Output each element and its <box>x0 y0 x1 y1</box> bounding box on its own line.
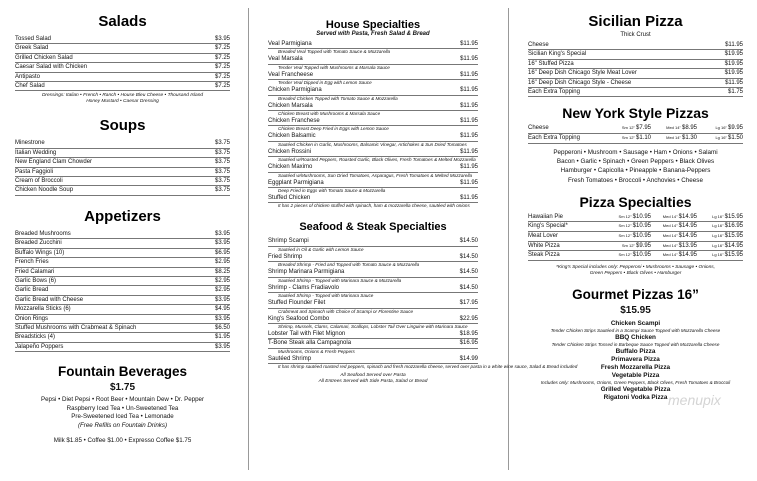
menu-item <box>268 71 478 80</box>
item-name: Stuffed Flounder Filet <box>268 300 326 307</box>
item-name: Eggplant Parmigiana <box>268 179 324 186</box>
item-price: $3.75 <box>214 159 230 166</box>
soups-heading: Soups <box>99 117 146 135</box>
watermark-logo: menupix <box>668 392 721 408</box>
item-name: Chef Salad <box>15 83 45 90</box>
pizza-row <box>528 222 743 232</box>
item-price: $3.95 <box>214 240 230 247</box>
size-label: Lg 16" <box>715 125 728 131</box>
item-price: $3.75 <box>214 187 230 194</box>
item-name: Breaded Mushrooms <box>15 230 71 237</box>
gourmet-item-name: Rigatoni Vodka Pizza <box>603 393 668 401</box>
item-description: It has shrimp sautéed roasted red peppers, spinach and fresh mozzarella cheese, served over pasta in a white wine sauce, Salad & Bread included <box>278 364 578 370</box>
item-description: Sautéed Shrimp - Topped with Marinara Sauce <box>278 293 374 299</box>
price-sm <box>605 134 651 143</box>
item-price: $1.75 <box>727 89 743 96</box>
item-name: Mozzarella Sticks (6) <box>15 306 71 313</box>
item-price: $11.95 <box>460 195 478 202</box>
item-price: $17.95 <box>459 300 478 307</box>
pizza-row <box>528 251 743 261</box>
price-lg <box>697 134 743 143</box>
menu-item <box>528 60 743 69</box>
specialties-list <box>528 213 743 261</box>
price-md <box>651 232 697 241</box>
menu-item <box>268 102 478 111</box>
item-description: Shrimp, Mussels, Clams, Calamari, Scallops, Lobster Tail Over Linguine with Marinara Sauce <box>278 323 468 329</box>
item-price: $8.25 <box>214 268 230 275</box>
column-divider <box>248 8 249 470</box>
item-price: $11.95 <box>460 87 478 94</box>
sicilian-heading: Sicilian Pizza <box>588 13 683 30</box>
gourmet-item-name: Vegetable Pizza <box>611 371 660 379</box>
item-name: Tossed Salad <box>15 36 52 42</box>
item-price: $2.95 <box>214 287 230 294</box>
item-price: $11.95 <box>460 133 478 140</box>
item-description: Sautéed Shrimp - Topped with Marinara Sauce & Mozzarella <box>278 277 402 283</box>
beverages-list: Pepsi • Diet Pepsi • Root Beer • Mountain Dew • Dr. Pepper Raspberry Iced Tea • Un-Sweetened Tea Pre-Sweetened Iced Tea • Lemonade (Free Refills on Fountain Drinks) Milk $1.85 • Coffee $1.00 • Expresso Coffee $1.75 <box>40 396 205 444</box>
item-price: $3.95 <box>214 296 230 303</box>
item-name: 16" Deep Dish Chicago Style Meat Lover <box>528 70 637 77</box>
size-label: Sm 12" <box>621 135 636 141</box>
right-column <box>528 0 743 481</box>
item-price: $11.95 <box>460 56 478 63</box>
pizza-row <box>528 232 743 242</box>
item-price: $6.95 <box>214 249 230 256</box>
size-label: Sm 12" <box>621 242 636 248</box>
item-description: Chicken Breast with Mushrooms & Marsala Sauce <box>278 111 381 117</box>
pizza-name: Each Extra Topping <box>528 135 580 142</box>
menu-item <box>15 249 230 258</box>
size-label: Med 14" <box>666 125 682 131</box>
size-label: Sm 12" <box>618 233 633 238</box>
pizza-name: White Pizza <box>528 242 560 249</box>
item-price: $14.50 <box>459 284 478 291</box>
item-name: 16" Stuffed Pizza <box>528 60 574 67</box>
menu-item <box>528 79 743 88</box>
size-price: $10.95 <box>632 252 651 259</box>
menu-item <box>15 277 230 286</box>
size-price: $1.10 <box>635 135 651 142</box>
menu-item <box>528 88 743 97</box>
item-description: Deep Fried in Eggs with Tomato Sauce & Mozzarella <box>278 188 386 194</box>
size-label: Lg 16" <box>712 233 725 238</box>
size-price: $14.95 <box>678 233 697 239</box>
menu-item <box>15 158 230 167</box>
size-price: $13.95 <box>678 242 697 249</box>
item-description: Sautéed in Oil & Garlic with Lemon Sauce <box>278 246 364 252</box>
item-price: $7.25 <box>214 83 230 90</box>
item-price: $2.95 <box>214 259 230 266</box>
price-lg <box>697 242 743 251</box>
item-name: Chicken Balsamic <box>268 133 316 140</box>
size-price: $9.95 <box>635 242 651 249</box>
size-label: Sm 12" <box>618 223 633 229</box>
size-price: $14.95 <box>678 213 697 220</box>
item-price: $11.95 <box>460 118 478 125</box>
item-description: Sautéed Chicken in Garlic, Mushrooms, Balsamic Vinegar, Artichokes & Sun Dried Tomatoes <box>278 141 467 147</box>
price-sm <box>605 213 651 222</box>
size-price: $10.95 <box>632 223 651 230</box>
price-md <box>651 242 697 251</box>
item-price: $11.95 <box>460 41 478 47</box>
item-name: Onion Rings <box>15 315 49 322</box>
size-label: Lg 16" <box>712 213 725 219</box>
menu-item <box>268 299 478 308</box>
size-price: $15.95 <box>724 233 743 239</box>
item-price: $11.95 <box>725 79 743 86</box>
pizza-row <box>528 124 743 134</box>
seafood-footer: All Seafood Served over Pasta All Entrees Served with Side Pasta, Salad or Bread <box>318 373 428 385</box>
menu-item <box>15 63 230 72</box>
size-price: $14.95 <box>724 242 743 249</box>
pizza-name: King's Special* <box>528 223 568 230</box>
dressings-note: Dressings: Italian • French • Ranch • House Bleu Cheese • Thousand Island Honey Mustard • Caesar Dressing <box>41 93 204 105</box>
item-name: Jalapeño Poppers <box>15 343 64 350</box>
menu-item <box>15 305 230 314</box>
menu-item <box>268 40 478 49</box>
menu-item <box>268 163 478 172</box>
item-name: Stuffed Chicken <box>268 195 311 202</box>
menu-item <box>15 239 230 248</box>
item-name: Sautéed Shrimp <box>268 355 312 362</box>
item-name: Greek Salad <box>15 45 49 52</box>
item-name: Chicken Parmigiana <box>268 87 322 94</box>
menu-item <box>268 117 478 126</box>
item-name: Garlic Bows (6) <box>15 277 57 284</box>
menu-item <box>268 355 478 364</box>
menu-item <box>15 44 230 53</box>
item-price: $19.95 <box>724 51 743 58</box>
item-price: $11.95 <box>725 42 743 48</box>
size-price: $7.95 <box>635 125 651 132</box>
price-md <box>651 251 697 260</box>
item-price: $11.95 <box>460 164 478 171</box>
kings-special-note: *King's Special includes only: Pepperoni • Mushrooms • Sausage • Onions, Green Peppers • Black Olives • Hamburger <box>555 264 715 276</box>
gourmet-price: $15.95 <box>620 304 651 316</box>
menu-item <box>268 268 478 277</box>
sicilian-list <box>528 41 743 97</box>
gourmet-item-description: Tender Chicken Strips Sautéed in a Scampi Sauce Topped with Mozzarella Cheese <box>550 327 721 333</box>
item-price: $18.95 <box>459 330 478 337</box>
size-label: Lg 16" <box>715 135 728 141</box>
item-description: Sautéed w/Mushrooms, Sun Dried Tomatoes, Asparagus, Fresh Tomatoes & Melted Mozzarella <box>278 172 473 178</box>
item-name: T-Bone Steak alla Campagnola <box>268 340 352 347</box>
item-price: $22.95 <box>459 315 478 322</box>
item-description: Tender Veal Dipped in Egg with Lemon Sauce <box>278 80 372 86</box>
item-name: Veal Parmigiana <box>268 41 312 47</box>
item-price: $2.95 <box>214 277 230 284</box>
size-price: $14.95 <box>678 223 697 230</box>
item-price: $19.95 <box>724 70 743 77</box>
soups-list <box>15 139 230 195</box>
toppings-list: Pepperoni • Mushroom • Sausage • Ham • Onions • Salami Bacon • Garlic • Spinach • Green Peppers • Black Olives Hamburger • Capicolla • Pineapple • Banana-Peppers Fresh Tomatoes • Broccoli • Anchovies • Cheese <box>553 148 718 184</box>
menu-item <box>15 324 230 333</box>
item-price: $14.50 <box>459 253 478 260</box>
size-label: Lg 16" <box>712 242 725 248</box>
price-sm <box>605 242 651 251</box>
item-name: New England Clam Chowder <box>15 159 93 166</box>
item-name: King's Seafood Combo <box>268 315 330 322</box>
menu-item <box>15 82 230 91</box>
item-price: $3.95 <box>214 315 230 322</box>
size-price: $10.95 <box>632 233 651 239</box>
salads-heading: Salads <box>98 13 147 30</box>
menu-item <box>268 55 478 64</box>
size-label: Lg 16" <box>712 223 725 229</box>
gourmet-item-name: Chicken Scampi <box>610 319 661 327</box>
size-price: $16.95 <box>724 223 743 230</box>
item-name: Chicken Franchese <box>268 118 320 125</box>
size-label: Med 14" <box>666 135 682 141</box>
menu-item <box>15 73 230 82</box>
size-price: $14.95 <box>678 252 697 259</box>
item-price: $11.95 <box>460 148 478 155</box>
item-name: Antipasto <box>15 73 41 80</box>
item-name: Minestrone <box>15 140 45 147</box>
item-price: $7.25 <box>214 64 230 71</box>
item-name: 16" Deep Dish Chicago Style - Cheese <box>528 79 632 86</box>
menu-item <box>15 177 230 186</box>
menu-item <box>268 132 478 141</box>
pizza-name: Cheese <box>528 125 549 132</box>
menu-item <box>268 315 478 324</box>
item-price: $7.25 <box>214 54 230 61</box>
size-label: Lg 16" <box>712 252 725 258</box>
price-md <box>651 124 697 133</box>
size-label: Sm 12" <box>618 252 633 258</box>
gourmet-list <box>528 320 743 402</box>
menu-item <box>528 41 743 50</box>
item-price: $14.50 <box>459 269 478 276</box>
price-lg <box>697 222 743 231</box>
item-description: It has 2 pieces of chicken stuffed with spinach, ham & mozzarella cheese, sautéed with onions <box>278 203 470 209</box>
price-sm <box>605 222 651 231</box>
gourmet-item-name: Fresh Mozzarella Pizza <box>600 363 671 371</box>
price-sm <box>605 124 651 133</box>
size-label: Sm 12" <box>618 213 633 219</box>
pizza-row <box>528 134 743 144</box>
appetizers-list <box>15 230 230 352</box>
price-md <box>651 213 697 222</box>
item-name: Breadsticks (4) <box>15 334 56 341</box>
item-name: Pasta Faggioli <box>15 168 54 175</box>
item-price: $3.95 <box>214 343 230 350</box>
menu-item <box>15 54 230 63</box>
nystyle-heading: New York Style Pizzas <box>562 105 709 122</box>
menu-item <box>528 50 743 59</box>
menu-item <box>268 148 478 157</box>
item-name: Chicken Rossini <box>268 148 312 155</box>
item-description: Mushrooms, Onions & Fresh Peppers <box>278 348 355 354</box>
item-name: Breaded Zucchini <box>15 240 62 247</box>
menu-item <box>15 286 230 295</box>
menu-item <box>15 268 230 277</box>
size-label: Med 14" <box>662 233 679 238</box>
item-price: $3.95 <box>214 36 230 42</box>
gourmet-item-name: BBQ Chicken <box>615 333 656 341</box>
item-price: $3.95 <box>214 230 230 237</box>
price-lg <box>697 213 743 222</box>
item-name: Sicilian King's Special <box>528 51 587 58</box>
item-name: Cream of Broccoli <box>15 178 63 185</box>
pizza-name: Hawaiian Pie <box>528 213 564 220</box>
size-label: Sm 12" <box>621 125 636 131</box>
menu-item <box>15 149 230 158</box>
size-price: $1.50 <box>727 135 743 142</box>
menu-item <box>15 230 230 239</box>
menu-item <box>268 253 478 262</box>
item-name: Chicken Maximo <box>268 164 313 171</box>
beverages-heading: Fountain Beverages <box>57 364 188 380</box>
menu-item <box>268 284 478 293</box>
item-name: Shrimp Scampi <box>268 238 309 245</box>
gourmet-heading: Gourmet Pizzas 16” <box>572 286 699 302</box>
item-description: Breaded Veal Topped with Tomato Sauce & Mozzarella <box>278 49 391 55</box>
left-column <box>15 0 230 481</box>
price-lg <box>697 251 743 260</box>
specialties-heading: Pizza Specialties <box>579 193 692 210</box>
size-price: $10.95 <box>632 213 651 220</box>
size-price: $1.30 <box>681 135 697 142</box>
seafood-heading: Seafood & Steak Specialties <box>299 221 447 234</box>
house-heading: House Specialties <box>325 19 421 31</box>
menu-item <box>268 194 478 203</box>
size-label: Med 14" <box>662 242 679 248</box>
pizza-name: Steak Pizza <box>528 252 560 259</box>
item-name: Caesar Salad with Chicken <box>15 64 88 71</box>
menu-item <box>268 237 478 246</box>
item-price: $3.75 <box>214 140 230 147</box>
size-price: $9.95 <box>727 125 743 132</box>
price-md <box>651 222 697 231</box>
price-lg <box>697 124 743 133</box>
item-name: Chicken Noodle Soup <box>15 187 74 194</box>
size-price: $8.95 <box>681 125 697 132</box>
price-sm <box>605 232 651 241</box>
item-price: $11.95 <box>460 179 478 186</box>
item-name: French Fries <box>15 259 49 266</box>
item-description: Tender Veal Topped with Mushrooms & Marsala Sauce <box>278 64 390 70</box>
item-name: Cheese <box>528 42 549 48</box>
menu-item <box>268 339 478 348</box>
size-price: $15.95 <box>724 213 743 220</box>
menu-item <box>15 296 230 305</box>
item-name: Stuffed Mushrooms with Crabmeat & Spinach <box>15 324 137 331</box>
item-name: Grilled Chicken Salad <box>15 54 73 61</box>
menu-item <box>15 333 230 342</box>
pizza-row <box>528 242 743 252</box>
item-name: Veal Marsala <box>268 56 303 63</box>
house-list <box>268 40 478 209</box>
pizza-row <box>528 213 743 223</box>
item-name: Shrimp Marinara Parmigiana <box>268 269 345 276</box>
menu-item <box>528 69 743 78</box>
item-price: $4.95 <box>214 306 230 313</box>
item-price: $16.95 <box>459 340 478 347</box>
gourmet-item-description: Tender Chicken Strips Tossed in Barbeque Sauce Topped with Mozzarella Cheese <box>551 341 720 347</box>
menu-item <box>15 343 230 352</box>
item-description: Breaded Chicken Topped with Tomato Sauce & Mozzarella <box>278 95 398 101</box>
item-price: $19.95 <box>724 60 743 67</box>
pizza-name: Meat Lover <box>528 233 559 239</box>
item-price: $1.95 <box>214 334 230 341</box>
appetizers-heading: Appetizers <box>84 207 161 225</box>
menu-item <box>268 86 478 95</box>
gourmet-item-name: Primavera Pizza <box>611 355 660 363</box>
item-name: Fried Calamari <box>15 268 55 275</box>
item-price: $3.75 <box>214 178 230 185</box>
gourmet-item-name: Buffalo Pizza <box>615 347 656 355</box>
item-name: Chicken Marsala <box>268 102 313 109</box>
menu-item <box>268 330 478 339</box>
item-description: Crabmeat and Spinach with Choice of Scampi or Florentine Sauce <box>278 308 414 314</box>
item-price: $14.50 <box>459 238 478 245</box>
item-name: Garlic Bread <box>15 287 49 294</box>
item-name: Lobster Tail with Filet Mignon <box>268 330 346 337</box>
price-sm <box>605 251 651 260</box>
item-description: Breaded Shrimp - Fried and Topped with Tomato Sauce & Mozzarella <box>278 262 420 268</box>
menu-item <box>268 179 478 188</box>
item-price: $6.50 <box>214 324 230 331</box>
item-name: Fried Shrimp <box>268 253 303 260</box>
size-label: Med 14" <box>662 213 679 219</box>
menu-item <box>15 139 230 148</box>
gourmet-item-name: Grilled Vegetable Pizza <box>600 385 671 393</box>
column-divider <box>508 8 509 470</box>
item-price: $3.75 <box>214 149 230 156</box>
size-price: $15.95 <box>724 252 743 259</box>
item-price: $3.75 <box>214 168 230 175</box>
item-name: Buffalo Wings (10) <box>15 249 65 256</box>
menu-item <box>15 168 230 177</box>
salads-list <box>15 35 230 91</box>
house-subtitle: Served with Pasta, Fresh Salad & Bread <box>316 31 430 37</box>
size-label: Med 14" <box>662 252 679 258</box>
size-label: Med 14" <box>662 223 679 229</box>
price-md <box>651 134 697 143</box>
item-description: Chicken Breast Deep Fried in Eggs with Lemon Sauce <box>278 126 389 132</box>
menu-item <box>15 315 230 324</box>
price-lg <box>697 232 743 241</box>
item-name: Garlic Bread with Cheese <box>15 296 84 303</box>
menu-item <box>15 35 230 44</box>
item-price: $11.95 <box>460 102 478 109</box>
nystyle-list <box>528 124 743 143</box>
item-description: Sautéed w/Roasted Peppers, Roasted Garlic, Black Olives, Fresh Tomatoes & Melted Mozzarella <box>278 157 476 163</box>
beverages-price: $1.75 <box>109 382 136 394</box>
item-price: $14.99 <box>459 355 478 362</box>
sicilian-subtitle: Thick Crust <box>620 32 651 38</box>
item-name: Each Extra Topping <box>528 89 580 96</box>
item-name: Italian Wedding <box>15 149 57 156</box>
gourmet-item-description: Includes only: Mushrooms, Onions, Green Peppers, Black Olives, Fresh Tomatoes & Broccoli <box>540 379 731 385</box>
item-price: $7.25 <box>214 73 230 80</box>
item-price: $7.25 <box>214 45 230 52</box>
item-price: $11.95 <box>460 71 478 78</box>
menu-item <box>15 186 230 195</box>
item-name: Veal Francheese <box>268 71 314 78</box>
item-name: Shrimp - Clams Fradiavolo <box>268 284 340 291</box>
menu-item <box>15 258 230 267</box>
